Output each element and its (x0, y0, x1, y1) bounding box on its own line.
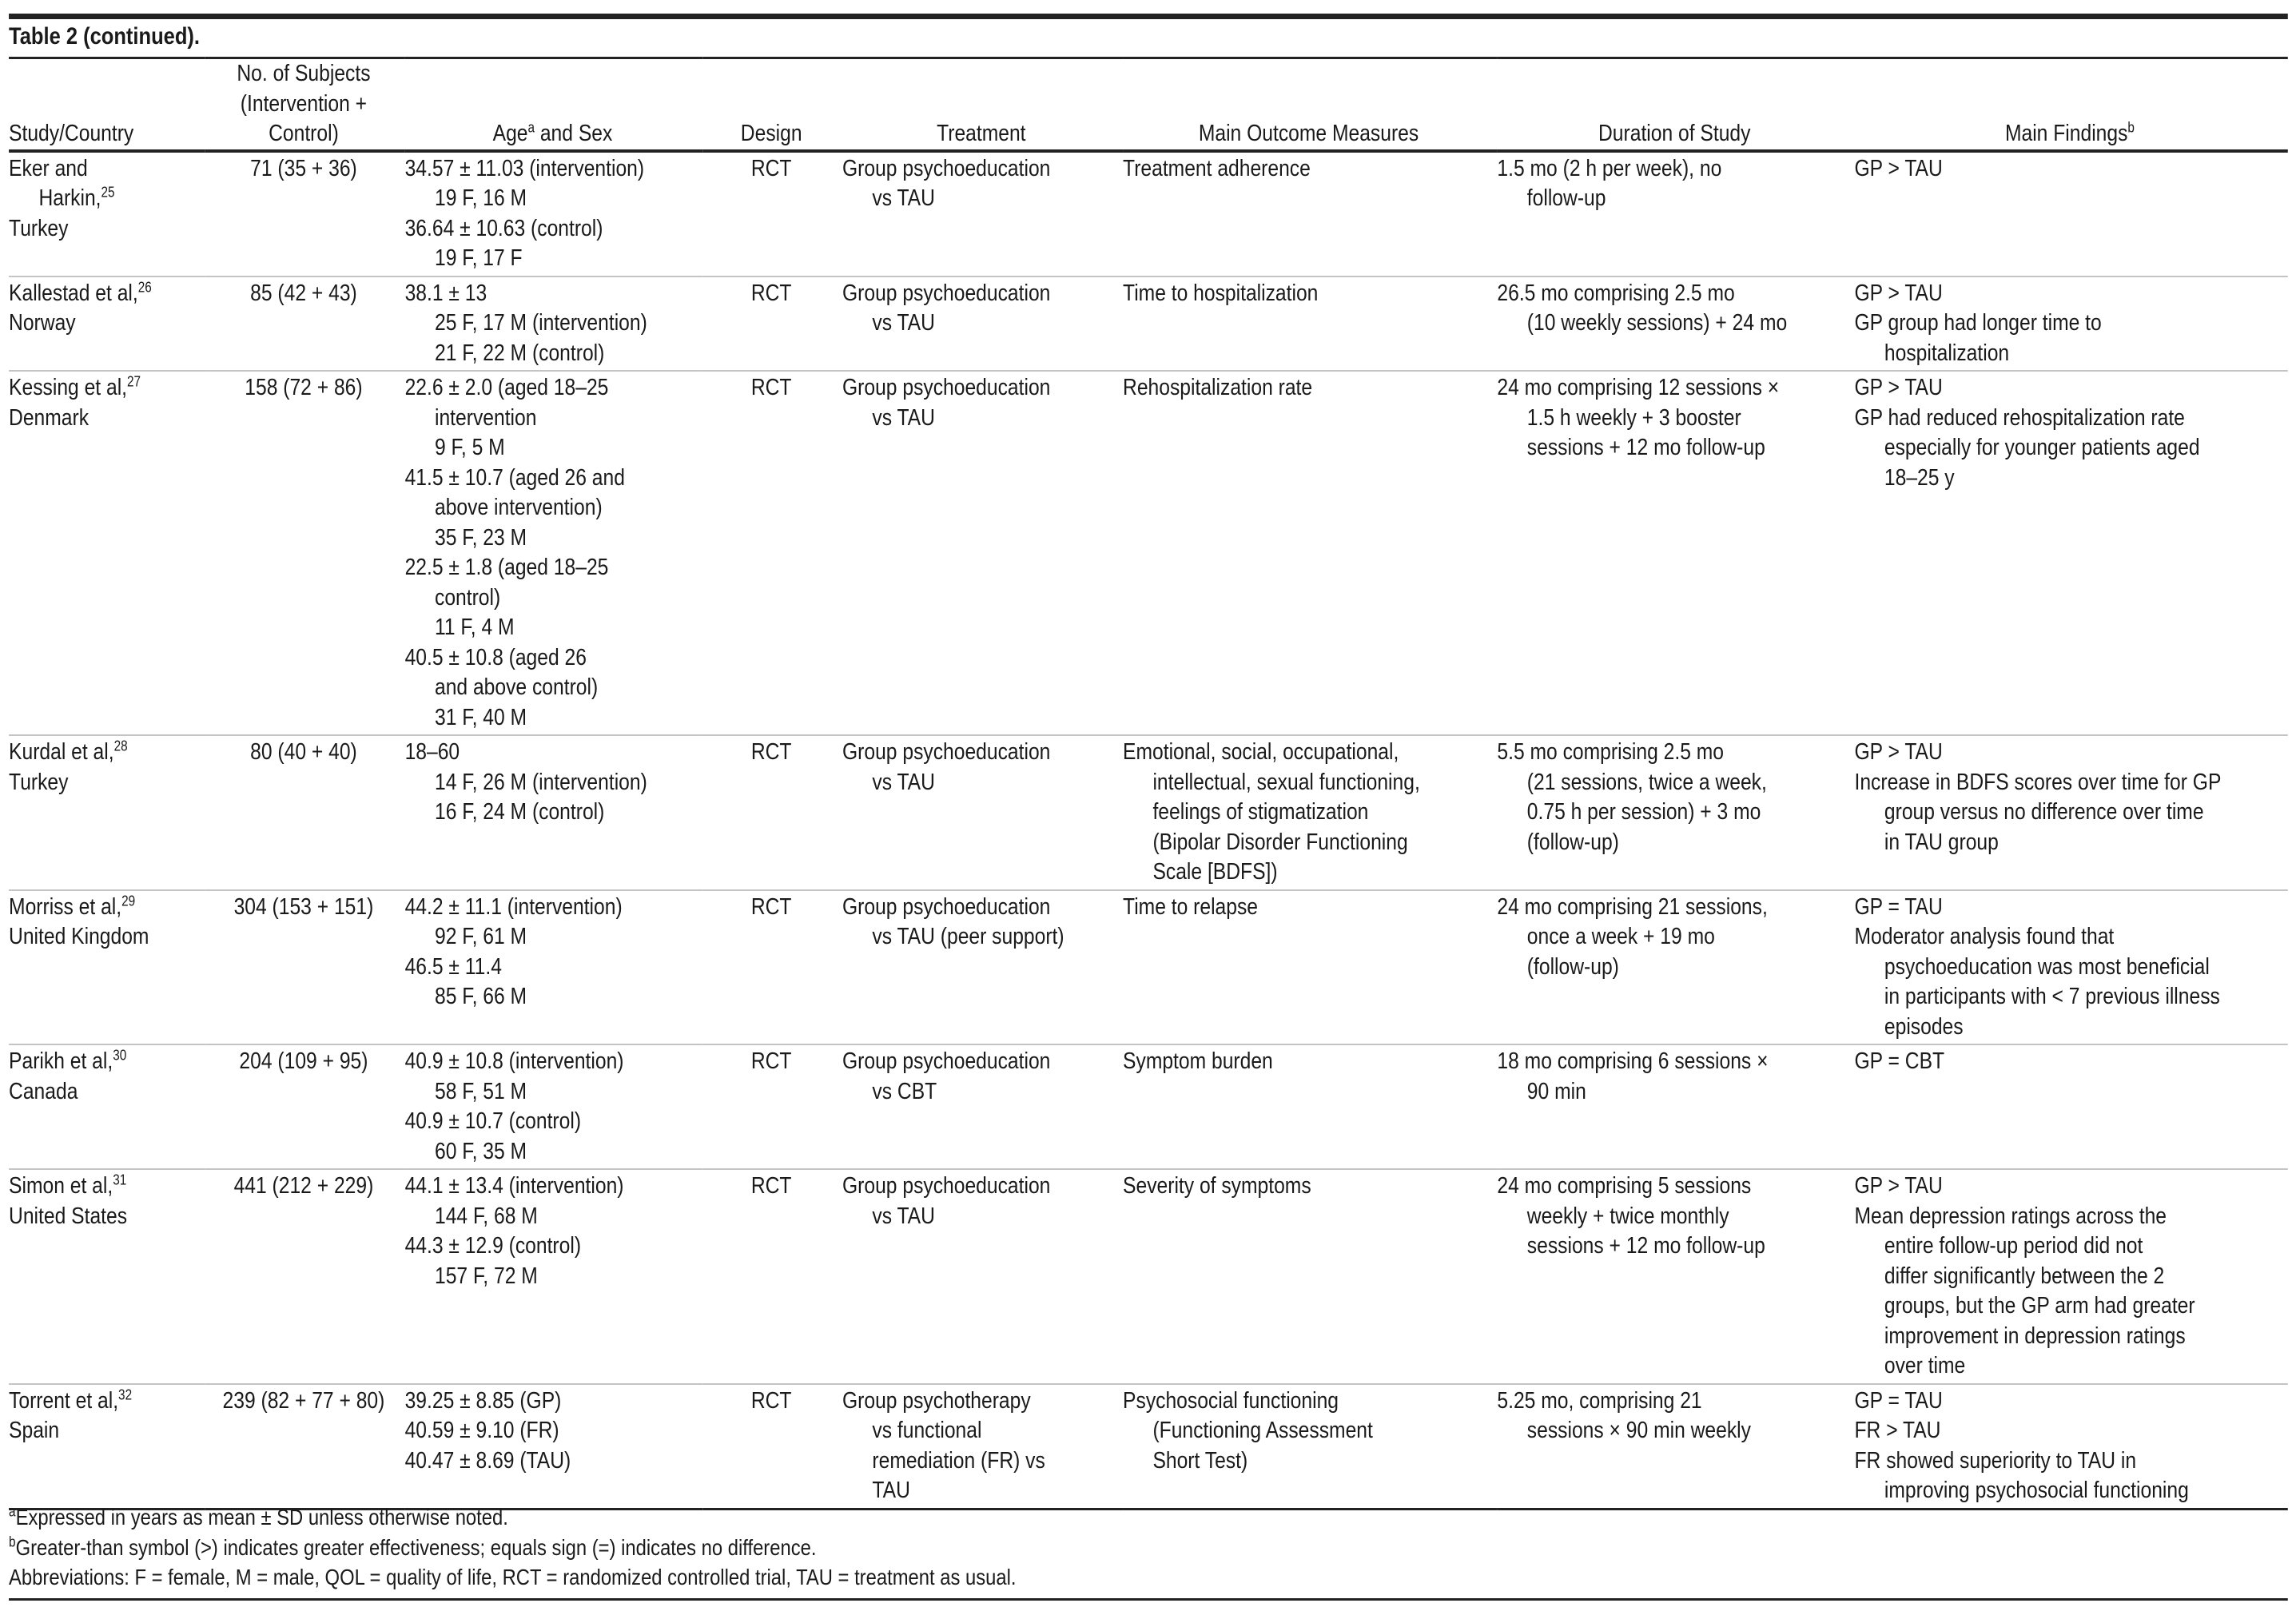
header-treatment: Treatment (937, 121, 1026, 146)
cell-duration-line: 24 mo comprising 12 sessions × (1497, 375, 1780, 400)
cell-design (703, 890, 842, 1045)
cell-study (9, 1044, 205, 1169)
cell-findings-line: in TAU group (1884, 829, 1999, 855)
header-subjects-line: (Intervention + (240, 90, 368, 117)
cell-findings (1855, 735, 2288, 890)
cell-findings-line: GP had reduced rehospitalization rate (1854, 404, 2185, 431)
cell-findings (1855, 1044, 2288, 1169)
cell-age-sex-line: 44.2 ± 11.1 (intervention) (404, 893, 623, 920)
cell-findings-line: especially for younger patients aged (1884, 435, 2200, 460)
reference-number: 26 (137, 278, 152, 295)
table-title: Table 2 (continued). (9, 23, 201, 50)
cell-duration-line: (10 weekly sessions) + 24 mo (1526, 310, 1788, 336)
study-country: United States (9, 1203, 128, 1229)
cell-age-sex-line: 144 F, 68 M (435, 1203, 538, 1229)
subjects-value: 304 (153 + 151) (233, 893, 374, 920)
cell-age-sex (405, 1044, 703, 1169)
cell-duration-line: once a week + 19 mo (1526, 924, 1715, 949)
cell-age-sex-line: 36.64 ± 10.63 (control) (404, 215, 603, 241)
cell-subjects (205, 1384, 405, 1510)
cell-duration-line: weekly + twice monthly (1526, 1203, 1729, 1229)
cell-age-sex-line: 40.59 ± 9.10 (FR) (404, 1418, 559, 1443)
cell-subjects (205, 1169, 405, 1384)
cell-outcome (1123, 890, 1497, 1045)
footnote-marker: b (9, 1533, 16, 1550)
cell-findings-line: over time (1884, 1353, 1966, 1378)
cell-findings-line: GP = TAU (1854, 1387, 1943, 1414)
table-row (9, 1384, 2288, 1510)
cell-study (9, 371, 205, 735)
footnote-marker: a (527, 119, 535, 136)
header-age-label: Age (492, 121, 528, 146)
cell-age-sex-line: 40.47 ± 8.69 (TAU) (404, 1447, 571, 1474)
cell-duration-line: 26.5 mo comprising 2.5 mo (1497, 280, 1735, 306)
cell-outcome-line: Time to relapse (1123, 893, 1259, 920)
footnote-text: Greater-than symbol (>) indicates greater effectiveness; equals sign (=) indicates no difference. (15, 1534, 817, 1560)
cell-duration-line: (follow-up) (1526, 829, 1619, 855)
cell-treatment-line: Group psychoeducation (842, 1048, 1051, 1074)
cell-treatment (842, 1384, 1123, 1510)
cell-age-sex-line: 60 F, 35 M (435, 1138, 527, 1164)
cell-study (9, 735, 205, 890)
cell-age-sex-line: 44.3 ± 12.9 (control) (404, 1233, 582, 1259)
bottom-rule (9, 1598, 2288, 1601)
cell-outcome-line: Scale [BDFS]) (1152, 859, 1278, 885)
cell-outcome-line: Severity of symptoms (1123, 1173, 1311, 1199)
footnote (9, 1533, 1016, 1563)
subjects-value: 441 (212 + 229) (233, 1173, 374, 1199)
study-country: Norway (9, 310, 76, 336)
study-name-line: Kallestad et al,$^{26}$ (9, 278, 152, 306)
cell-age-sex (405, 1169, 703, 1384)
table-row (9, 276, 2288, 372)
cell-outcome-line: Psychosocial functioning (1123, 1387, 1339, 1414)
cell-findings-line: FR > TAU (1854, 1418, 1941, 1443)
studies-table (9, 57, 2288, 1510)
cell-age-sex (405, 276, 703, 372)
cell-findings-line: differ significantly between the 2 (1884, 1263, 2165, 1289)
cell-outcome (1123, 371, 1497, 735)
footnote-text: Abbreviations: F = female, M = male, QOL = quality of life, RCT = randomized controlled trial, TAU = treatment as usual. (9, 1565, 1017, 1589)
design-value: RCT (750, 1387, 792, 1414)
reference-number: 27 (127, 373, 141, 390)
reference-number: 30 (113, 1047, 127, 1064)
table-row (9, 735, 2288, 890)
cell-age-sex-line: 40.9 ± 10.8 (intervention) (404, 1048, 624, 1074)
cell-study (9, 276, 205, 372)
study-name-line: Morriss et al,$^{29}$ (9, 892, 136, 920)
cell-outcome-line: (Bipolar Disorder Functioning (1152, 829, 1408, 855)
cell-age-sex-line: intervention (435, 404, 537, 431)
cell-age-sex-line: 157 F, 72 M (435, 1263, 538, 1289)
cell-findings-line: psychoeducation was most beneficial (1884, 953, 2210, 980)
cell-study (9, 151, 205, 276)
cell-age-sex-line: 38.1 ± 13 (404, 280, 487, 306)
cell-subjects (205, 735, 405, 890)
cell-findings (1855, 890, 2288, 1045)
cell-treatment-line: vs TAU (872, 310, 935, 336)
reference-number: 32 (118, 1386, 133, 1402)
cell-age-sex-line: 16 F, 24 M (control) (435, 799, 605, 825)
cell-subjects (205, 151, 405, 276)
cell-age-sex-line: 21 F, 22 M (control) (435, 340, 605, 366)
cell-outcome-line: Treatment adherence (1123, 155, 1311, 181)
cell-age-sex-line: and above control) (435, 674, 599, 700)
table-row (9, 151, 2288, 276)
cell-treatment-line: Group psychotherapy (842, 1387, 1031, 1414)
cell-findings (1855, 276, 2288, 372)
reference-number: 28 (113, 738, 128, 754)
study-name-line: Parikh et al,$^{30}$ (9, 1047, 127, 1074)
cell-treatment-line: Group psychoeducation (842, 893, 1051, 920)
cell-duration (1497, 276, 1854, 372)
cell-treatment (842, 371, 1123, 735)
cell-treatment-line: Group psychoeducation (842, 280, 1051, 306)
cell-design (703, 276, 842, 372)
cell-duration-line: follow-up (1526, 185, 1606, 211)
cell-age-sex-line: 40.9 ± 10.7 (control) (404, 1108, 582, 1134)
cell-findings-line: GP = CBT (1854, 1048, 1945, 1074)
cell-subjects (205, 371, 405, 735)
cell-findings-line: FR showed superiority to TAU in (1854, 1447, 2137, 1474)
table-row (9, 1044, 2288, 1169)
cell-treatment-line: vs CBT (872, 1078, 937, 1104)
cell-findings-line: group versus no difference over time (1884, 799, 2204, 825)
design-value: RCT (750, 1173, 792, 1199)
cell-treatment-line: vs TAU (872, 404, 935, 431)
cell-treatment-line: Group psychoeducation (842, 375, 1051, 400)
cell-findings-line: improvement in depression ratings (1884, 1323, 2186, 1349)
cell-duration-line: 18 mo comprising 6 sessions × (1497, 1048, 1769, 1074)
study-name-line: Simon et al,$^{31}$ (9, 1171, 127, 1199)
header-outcome: Main Outcome Measures (1198, 121, 1419, 146)
cell-age-sex-line: 22.5 ± 1.8 (aged 18–25 (404, 555, 609, 580)
cell-treatment-line: vs TAU (872, 1203, 935, 1229)
cell-findings-line: GP = TAU (1854, 893, 1943, 920)
top-rule (9, 14, 2288, 19)
header-age (405, 58, 703, 151)
cell-outcome (1123, 276, 1497, 372)
cell-age-sex-line: 9 F, 5 M (435, 435, 505, 460)
header-subjects (205, 58, 405, 151)
cell-treatment-line: vs functional (872, 1418, 982, 1443)
cell-age-sex-line: control) (435, 584, 501, 611)
header-findings-label: Main Findings (2004, 121, 2128, 146)
cell-treatment-line: Group psychoeducation (842, 739, 1051, 765)
cell-age-sex-line: 92 F, 61 M (435, 924, 527, 949)
cell-duration-line: 24 mo comprising 21 sessions, (1497, 893, 1768, 920)
reference-number: 29 (121, 892, 136, 909)
cell-design (703, 151, 842, 276)
cell-duration-line: 1.5 mo (2 h per week), no (1497, 155, 1722, 181)
cell-design (703, 1044, 842, 1169)
cell-age-sex-line: 14 F, 26 M (intervention) (435, 769, 647, 795)
cell-duration (1497, 371, 1854, 735)
cell-subjects (205, 890, 405, 1045)
cell-age-sex-line: 31 F, 40 M (435, 704, 527, 730)
cell-age-sex-line: 19 F, 17 F (435, 245, 523, 271)
cell-treatment (842, 735, 1123, 890)
cell-outcome-line: intellectual, sexual functioning, (1152, 769, 1420, 795)
header-study: Study/Country (9, 121, 134, 146)
reference-number: 31 (113, 1171, 127, 1188)
cell-age-sex-line: above intervention) (435, 495, 603, 520)
cell-findings-line: hospitalization (1884, 340, 2010, 366)
cell-findings-line: Mean depression ratings across the (1854, 1203, 2167, 1229)
cell-duration-line: 0.75 h per session) + 3 mo (1526, 799, 1761, 825)
cell-duration-line: 5.5 mo comprising 2.5 mo (1497, 739, 1725, 765)
cell-findings-line: GP > TAU (1854, 280, 1943, 306)
cell-age-sex (405, 151, 703, 276)
subjects-value: 158 (72 + 86) (245, 375, 363, 400)
cell-outcome-line: Emotional, social, occupational, (1123, 739, 1399, 765)
design-value: RCT (750, 1048, 792, 1074)
subjects-value: 71 (35 + 36) (250, 155, 357, 181)
cell-design (703, 1384, 842, 1510)
cell-findings-line: GP > TAU (1854, 739, 1943, 765)
cell-study (9, 1169, 205, 1384)
cell-duration (1497, 1384, 1854, 1510)
cell-duration (1497, 1044, 1854, 1169)
cell-duration-line: 90 min (1526, 1078, 1586, 1104)
cell-treatment-line: vs TAU (872, 185, 935, 211)
cell-outcome (1123, 735, 1497, 890)
study-name-line: Kurdal et al,$^{28}$ (9, 738, 128, 765)
cell-age-sex (405, 1384, 703, 1510)
design-value: RCT (750, 739, 792, 765)
cell-findings-line: 18–25 y (1884, 464, 1955, 491)
cell-findings (1855, 1384, 2288, 1510)
cell-duration (1497, 151, 1854, 276)
cell-duration (1497, 1169, 1854, 1384)
footnote-text: Expressed in years as mean ± SD unless otherwise noted. (15, 1505, 508, 1529)
header-row (9, 58, 2288, 151)
footnote (9, 1502, 1016, 1533)
cell-treatment (842, 890, 1123, 1045)
cell-age-sex-line: 35 F, 23 M (435, 524, 527, 551)
cell-findings (1855, 151, 2288, 276)
cell-age-sex-line: 39.25 ± 8.85 (GP) (404, 1387, 562, 1414)
footnotes (9, 1502, 1016, 1593)
header-duration: Duration of Study (1598, 121, 1751, 146)
cell-findings (1855, 1169, 2288, 1384)
cell-age-sex-line: 34.57 ± 11.03 (intervention) (404, 155, 645, 181)
cell-age-sex-line: 58 F, 51 M (435, 1078, 527, 1104)
cell-findings-line: GP > TAU (1854, 155, 1943, 181)
cell-duration-line: 5.25 mo, comprising 21 (1497, 1387, 1702, 1414)
cell-age-sex-line: 19 F, 16 M (435, 185, 527, 211)
design-value: RCT (750, 155, 792, 181)
cell-age-sex (405, 890, 703, 1045)
cell-findings-line: improving psychosocial functioning (1884, 1478, 2189, 1503)
cell-duration-line: (21 sessions, twice a week, (1526, 769, 1767, 795)
design-value: RCT (750, 893, 792, 920)
subjects-value: 204 (109 + 95) (239, 1048, 368, 1074)
study-country: Turkey (9, 769, 69, 795)
cell-outcome-line: Time to hospitalization (1123, 280, 1319, 306)
cell-duration-line: 24 mo comprising 5 sessions (1497, 1173, 1752, 1199)
cell-findings-line: GP > TAU (1854, 1173, 1943, 1199)
cell-design (703, 735, 842, 890)
cell-outcome-line: Rehospitalization rate (1123, 375, 1313, 400)
cell-duration-line: 1.5 h weekly + 3 booster (1526, 404, 1741, 431)
cell-findings-line: GP > TAU (1854, 375, 1943, 400)
cell-age-sex-line: 41.5 ± 10.7 (aged 26 and (404, 464, 625, 491)
cell-age-sex (405, 735, 703, 890)
subjects-value: 80 (40 + 40) (250, 739, 357, 765)
cell-findings-line: GP group had longer time to (1854, 310, 2102, 336)
header-subjects-line: Control) (269, 121, 339, 146)
header-subjects-line: No. of Subjects (237, 61, 371, 86)
cell-outcome (1123, 1384, 1497, 1510)
cell-findings (1855, 371, 2288, 735)
cell-findings-line: Increase in BDFS scores over time for GP (1854, 769, 2222, 795)
header-design: Design (740, 121, 802, 146)
cell-outcome (1123, 151, 1497, 276)
cell-treatment (842, 151, 1123, 276)
cell-subjects (205, 1044, 405, 1169)
cell-treatment-line: Group psychoeducation (842, 155, 1051, 181)
cell-findings-line: Moderator analysis found that (1854, 924, 2115, 949)
cell-findings-line: entire follow-up period did not (1884, 1233, 2143, 1259)
cell-age-sex-line: 11 F, 4 M (435, 615, 515, 640)
cell-treatment (842, 1169, 1123, 1384)
cell-treatment-line: vs TAU (peer support) (872, 924, 1064, 949)
header-findings (1855, 58, 2288, 151)
cell-treatment (842, 1044, 1123, 1169)
cell-duration (1497, 735, 1854, 890)
cell-findings-line: episodes (1884, 1013, 1964, 1040)
study-name-line: Torrent et al,$^{32}$ (9, 1386, 133, 1414)
cell-outcome-line: Symptom burden (1123, 1048, 1273, 1074)
cell-duration-line: sessions × 90 min weekly (1526, 1418, 1751, 1443)
cell-design (703, 371, 842, 735)
table-row (9, 371, 2288, 735)
cell-age-sex-line: 25 F, 17 M (intervention) (435, 310, 647, 336)
cell-outcome (1123, 1169, 1497, 1384)
subjects-value: 85 (42 + 43) (250, 280, 357, 306)
study-country: Turkey (9, 215, 69, 241)
footnote-marker: a (9, 1503, 16, 1520)
cell-study (9, 1384, 205, 1510)
footnote-marker: b (2127, 119, 2135, 136)
cell-outcome-line: (Functioning Assessment (1152, 1418, 1373, 1443)
cell-outcome-line: feelings of stigmatization (1152, 799, 1369, 825)
cell-study (9, 890, 205, 1045)
header-age-label-rest: and Sex (535, 121, 613, 146)
study-name-line: Kessing et al,$^{27}$ (9, 373, 141, 400)
cell-treatment (842, 276, 1123, 372)
cell-age-sex-line: 40.5 ± 10.8 (aged 26 (404, 644, 587, 670)
cell-age-sex-line: 46.5 ± 11.4 (404, 953, 502, 980)
cell-treatment-line: Group psychoeducation (842, 1173, 1051, 1199)
design-value: RCT (750, 280, 792, 306)
cell-duration-line: sessions + 12 mo follow-up (1526, 1233, 1765, 1259)
cell-duration (1497, 890, 1854, 1045)
cell-age-sex-line: 22.6 ± 2.0 (aged 18–25 (404, 375, 609, 400)
footnote (9, 1562, 1016, 1593)
subjects-value: 239 (82 + 77 + 80) (222, 1387, 385, 1414)
reference-number: 25 (101, 184, 115, 201)
cell-treatment-line: vs TAU (872, 769, 935, 795)
table-row (9, 1169, 2288, 1384)
table-row (9, 890, 2288, 1045)
cell-duration-line: sessions + 12 mo follow-up (1526, 435, 1765, 460)
cell-age-sex-line: 85 F, 66 M (435, 984, 527, 1009)
study-country: Spain (9, 1418, 60, 1443)
design-value: RCT (750, 375, 792, 400)
cell-findings-line: in participants with < 7 previous illness (1884, 984, 2220, 1009)
study-name-line: Harkin,$^{25}$ (38, 184, 115, 211)
cell-treatment-line: remediation (FR) vs (872, 1447, 1045, 1474)
study-name-line: Eker and (9, 155, 88, 181)
study-country: United Kingdom (9, 924, 149, 949)
study-country: Canada (9, 1078, 78, 1104)
study-country: Denmark (9, 404, 90, 431)
cell-findings-line: groups, but the GP arm had greater (1884, 1293, 2195, 1319)
cell-design (703, 1169, 842, 1384)
cell-subjects (205, 276, 405, 372)
cell-duration-line: (follow-up) (1526, 953, 1619, 980)
table-body (9, 151, 2288, 1510)
cell-age-sex-line: 18–60 (404, 739, 460, 765)
cell-outcome (1123, 1044, 1497, 1169)
cell-treatment-line: TAU (872, 1478, 910, 1503)
cell-age-sex-line: 44.1 ± 13.4 (intervention) (404, 1173, 624, 1199)
cell-age-sex (405, 371, 703, 735)
cell-outcome-line: Short Test) (1152, 1447, 1248, 1474)
